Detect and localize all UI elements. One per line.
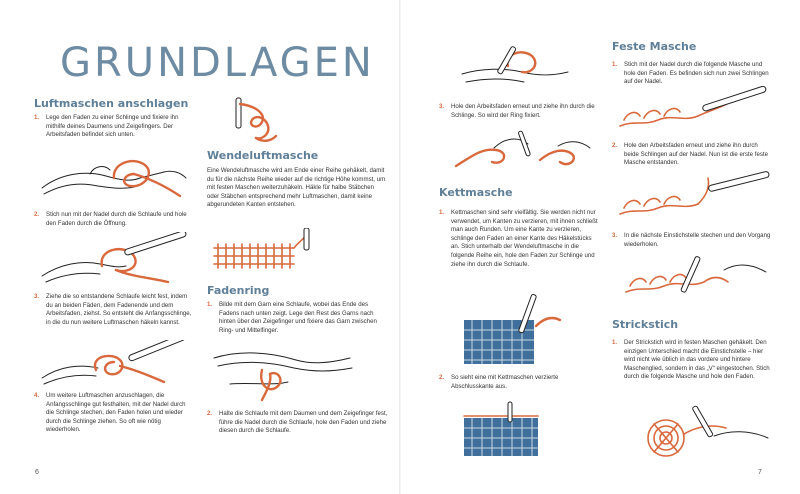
fadenring-step-3 (439, 103, 601, 120)
heading-luftmaschen: Luftmaschen anschlagen (34, 97, 189, 110)
step-number: 1. (207, 301, 213, 308)
fadenring-step-2 (207, 410, 389, 436)
step-text: Lege den Faden zu einer Schlinge und fixiere ihn mithilfe deines Daumens und Zeigefingers. Der Arbeitsfaden befindet sich unten. (46, 114, 179, 139)
luftmaschen-step-1 (34, 114, 192, 140)
step-text: Halte die Schlaufe mit dem Daumen und dem Zeigefinger fest, führe die Nadel durch die Schlaufe, hole den Faden und ziehe diesen durch die Schlaufe. (219, 410, 388, 435)
illustration-single-crochet-2 (614, 168, 774, 222)
step-text: Um weitere Luftmaschen anzuschlagen, die Anfangsschlinge gut festhalten, mit der Nadel durch die Schlinge stechen, den Faden holen und wieder durch die Schlinge ziehen. So oft wie nötig wiederholen. (46, 392, 186, 434)
step-number: 1. (612, 61, 618, 68)
illustration-knit-stitch (634, 404, 784, 460)
step-text: Stich nun mit der Nadel durch die Schlaufe und hole den Faden durch die Öffnung. (46, 211, 187, 227)
kettmasche-step-1 (439, 209, 601, 269)
illustration-slip-knot (40, 340, 190, 386)
step-number: 4. (34, 392, 40, 399)
illustration-loop-hand (40, 148, 190, 200)
heading-feste-masche: Feste Masche (612, 40, 697, 53)
heading-kettmasche: Kettmasche (439, 186, 513, 199)
page-title: GRUNDLAGEN (60, 40, 375, 86)
feste-step-1 (612, 61, 774, 87)
page-number-right: 7 (758, 469, 762, 476)
step-text: Hole den Arbeitsfaden erneut und ziehe ihn durch die Schlinge. So wird der Ring fixiert. (451, 103, 595, 119)
step-number: 2. (207, 410, 213, 417)
heading-fadenring: Fadenring (207, 284, 270, 297)
illustration-magic-ring-hand (210, 342, 360, 402)
step-number: 1. (612, 339, 618, 346)
illustration-single-crochet-3 (620, 252, 770, 302)
step-number: 1. (439, 209, 445, 216)
step-number: 3. (34, 293, 40, 300)
step-number: 2. (34, 211, 40, 218)
luftmaschen-step-3 (34, 293, 192, 327)
step-number: 3. (612, 232, 618, 239)
page-number-left: 6 (35, 469, 39, 476)
strickstich-step-1 (612, 339, 774, 382)
luftmaschen-step-4 (34, 392, 192, 435)
illustration-needle-through-loop (40, 232, 190, 284)
step-text: Ziehe die so entstandene Schlaufe leicht fest, indem du an beiden Fäden, dem Fadenende und dem Arbeitsfaden, ziehst. So entsteht die Anfangsschlinge, in die du nun weitere Luftmaschen häkeln kannst. (46, 293, 192, 326)
illustration-slip-stitch-edge (452, 400, 572, 460)
illustration-ring-fixed (448, 126, 598, 170)
step-number: 2. (612, 142, 618, 149)
step-text: Hole den Arbeitsfaden erneut und ziehe ihn durch beide Schlingen auf der Nadel. Nun ist die erste feste Masche entstanden. (624, 142, 768, 167)
step-text: Bilde mit dem Garn eine Schlaufe, wobei das Ende des Fadens nach unten zeigt. Lege den Rest des Garns nach hinten über den Zeigefinger und fixiere das Garn zwischen Ring- und Mittelfinger. (219, 301, 377, 334)
step-number: 3. (439, 103, 445, 110)
feste-step-3 (612, 232, 774, 249)
step-text: In die nächste Einstichstelle stechen und den Vorgang wiederholen. (624, 232, 771, 248)
step-text: Kettmaschen sind sehr vielfältig. Sie werden nicht nur verwendet, um Kanten zu verzieren, mit ihnen schließt man auch Runden. Um eine Kante zu verzieren, schlinge den Faden an einer Kante des Häkelstücks an. Stich unterhalb der Wendeluftmasche in die folgende Reihe ein, hole den Faden zur Schlinge und ziehe ihn durch die Schlaufe. (451, 209, 598, 268)
heading-strickstich: Strickstich (612, 318, 679, 331)
page-gutter (399, 0, 401, 494)
illustration-single-crochet-1 (614, 86, 774, 136)
step-text: So sieht eine mit Kettmaschen verzierte Abschlusskante aus. (451, 374, 559, 390)
illustration-turning-chain (226, 92, 286, 144)
illustration-slip-stitch-fabric (456, 290, 576, 368)
step-number: 1. (34, 114, 40, 121)
kettmasche-step-2 (439, 374, 601, 391)
step-number: 2. (439, 374, 445, 381)
step-text: Stich mit der Nadel durch die folgende Masche und hole den Faden. Es befinden sich nun zwei Schlingen auf der Nadel. (624, 61, 769, 86)
illustration-stitch-rows (208, 228, 328, 272)
fadenring-step-1 (207, 301, 389, 335)
feste-step-2 (612, 142, 774, 168)
heading-wendeluftmasche: Wendeluftmasche (207, 149, 319, 162)
step-text: Der Strickstich wird in festen Maschen gehäkelt. Den einzigen Unterschied macht die Einstichstelle – hier wird nicht wie üblich in das vordere und hintere Maschenglied, sondern in das „V“ eingestochen. Stich durch die folgende Masche und hole den Faden. (624, 339, 770, 381)
illustration-ring-needle (452, 44, 602, 98)
luftmaschen-step-2 (34, 211, 192, 228)
wendeluft-text: Eine Wendeluftmasche wird am Ende einer Reihe gehäkelt, damit du für die nächste Reihe wieder auf die richtige Höhe kommst, um mit festen Maschen weiterzuhäkeln. Häkle für halbe Stäbchen oder Stäbchen entsprechend mehr Luftmaschen, damit keine abgerundeten Kanten entstehen. (207, 167, 386, 209)
